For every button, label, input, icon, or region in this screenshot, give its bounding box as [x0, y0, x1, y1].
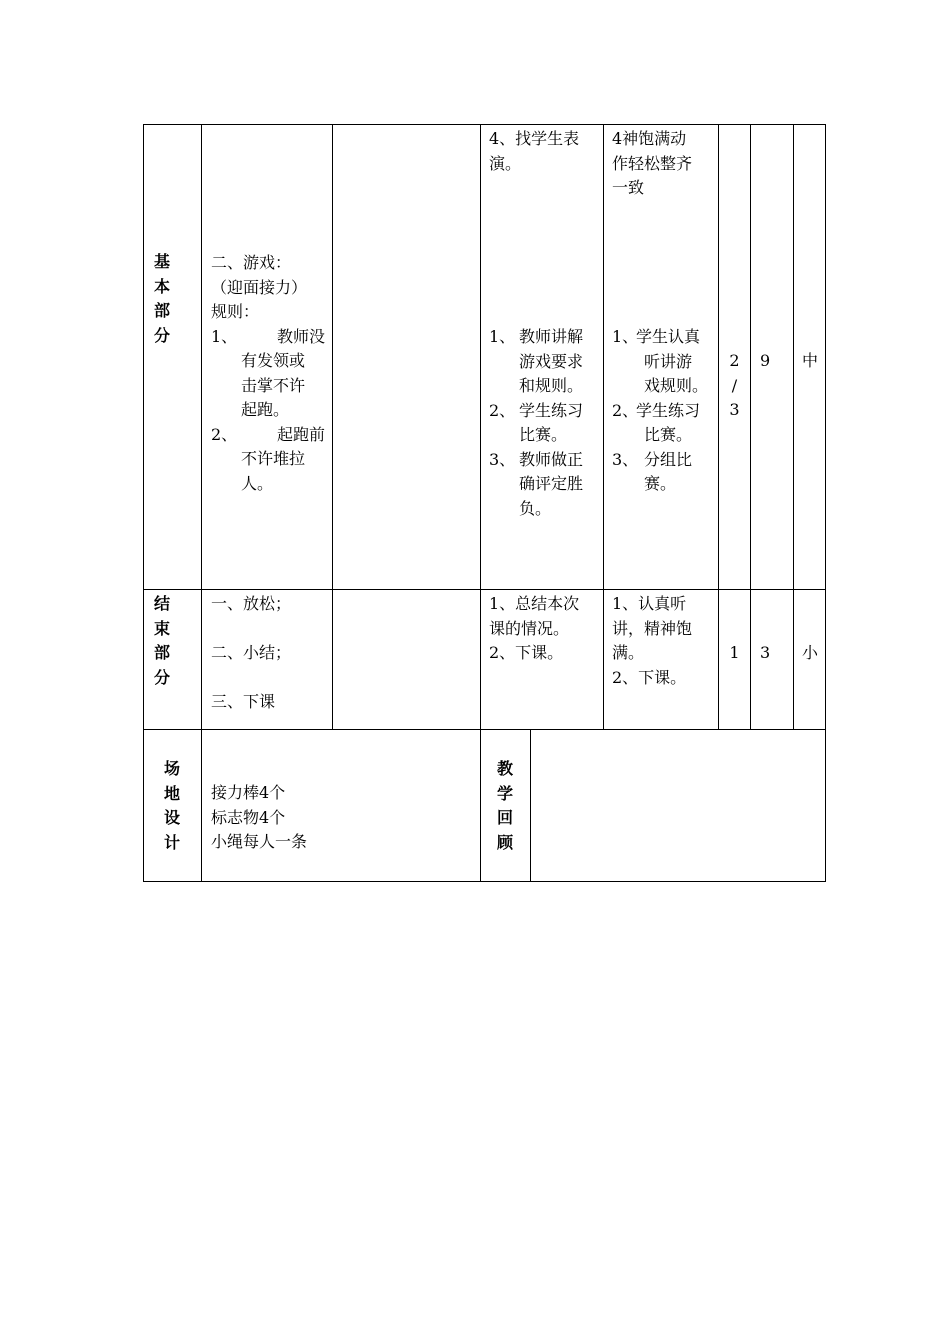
end-content: [211, 592, 329, 715]
list-item: [612, 448, 716, 497]
end-content-item: 三、下课: [211, 692, 276, 711]
item-number: 2、: [612, 400, 639, 420]
section-label-char: 基: [153, 252, 170, 271]
item-number: 2、: [489, 400, 516, 420]
col-divider-review: [530, 729, 531, 882]
section-label-site: [162, 757, 182, 855]
list-item: [489, 325, 601, 399]
col-divider-3: [480, 124, 481, 882]
col-divider-2: [332, 124, 333, 730]
rule-text: 有发领或: [241, 351, 306, 370]
equipment-list: [211, 781, 471, 855]
review-label-char: 学: [496, 783, 513, 803]
student-line: 满。: [612, 643, 645, 662]
student-line: 一致: [612, 178, 645, 197]
item-text: 和规则。: [519, 376, 584, 395]
teacher-line: 演。: [489, 153, 522, 173]
item-text: 比赛。: [519, 425, 568, 444]
teacher-activity-top: [489, 127, 601, 176]
rule-text: 起跑前: [276, 424, 325, 444]
section-label-basic: [152, 250, 172, 348]
review-label: [495, 757, 515, 855]
table-right-border: [825, 124, 826, 882]
section-label-char: 本: [153, 276, 170, 296]
row-divider-basic-end: [143, 589, 826, 590]
rule-number: 2、: [211, 424, 238, 444]
col-divider-6: [750, 124, 751, 730]
section-label-char: 部: [153, 301, 170, 320]
teacher-line: 课的情况。: [489, 618, 570, 638]
student-line: 作轻松整齐: [612, 153, 693, 173]
times-char: /: [731, 375, 738, 395]
item-text: 游戏要求: [519, 351, 584, 371]
student-activity-top: [612, 127, 716, 201]
col-divider-1: [201, 124, 202, 882]
rule-text: 教师没: [276, 326, 325, 346]
content-game: （迎面接力）: [211, 277, 308, 297]
section-label-char: 分: [153, 667, 170, 687]
review-label-char: 回: [496, 808, 513, 827]
item-text: 确评定胜: [519, 474, 584, 493]
table-left-border: [143, 124, 144, 882]
basic-content: [211, 251, 329, 496]
col-divider-7: [793, 124, 794, 730]
end-content-item: 一、放松；: [211, 594, 292, 613]
list-item: [489, 399, 601, 448]
item-number: 3、: [612, 449, 639, 469]
item-number: 3、: [489, 449, 516, 469]
item-text: 赛。: [644, 474, 677, 493]
student-line: 1、认真听: [612, 594, 687, 613]
section-label-char: 束: [153, 618, 170, 638]
section-label-char: 计: [163, 832, 180, 852]
rule-number: 1、: [211, 326, 238, 346]
rule-text: 人。: [241, 473, 274, 493]
item-number: 1、: [489, 327, 516, 346]
student-line: 4神饱满动: [612, 129, 687, 148]
item-text: 比赛。: [644, 425, 693, 444]
content-rules: 规则：: [211, 302, 260, 321]
item-text: 负。: [519, 498, 552, 518]
section-label-char: 地: [163, 783, 180, 803]
rule-text: 击掌不许: [241, 375, 306, 395]
section-label-char: 分: [153, 325, 170, 345]
rule-item-1: [211, 325, 329, 350]
item-text: 学生练习: [519, 400, 584, 420]
equipment-item: 接力棒4个: [211, 783, 286, 802]
basic-intensity: 中: [802, 351, 819, 370]
times-char: 2: [729, 351, 740, 370]
teacher-line: 1、总结本次: [489, 594, 580, 613]
end-times: 1: [729, 643, 740, 662]
end-content-item: 二、小结；: [211, 643, 292, 662]
rule-text: 不许堆拉: [241, 449, 306, 468]
review-label-char: 教: [496, 759, 513, 778]
col-divider-4: [603, 124, 604, 730]
item-text: 听讲游: [644, 351, 693, 371]
item-text: 分组比: [644, 449, 693, 469]
teacher-activity-list: [489, 325, 601, 521]
row-divider-end-site: [143, 729, 826, 730]
basic-minutes: 9: [760, 351, 771, 370]
equipment-item: 标志物4个: [211, 807, 286, 827]
item-text: 学生练习: [636, 400, 701, 420]
section-label-char: 结: [153, 594, 170, 613]
end-intensity: 小: [802, 643, 819, 662]
end-teacher-activity: [489, 592, 601, 666]
item-text: 戏规则。: [644, 376, 709, 395]
item-text: 教师做正: [519, 449, 584, 469]
end-student-activity: [612, 592, 716, 690]
rule-text: 起跑。: [241, 400, 290, 419]
item-number: 1、: [612, 327, 639, 346]
col-divider-5: [718, 124, 719, 730]
list-item: [612, 325, 716, 399]
section-label-char: 部: [153, 643, 170, 662]
content-title: 二、游戏：: [211, 253, 292, 272]
end-minutes: 3: [760, 643, 771, 662]
student-line: 2、下课。: [612, 667, 687, 687]
times-char: 3: [729, 400, 740, 419]
table-top-border: [143, 124, 826, 125]
section-label-char: 设: [163, 808, 180, 827]
review-label-char: 顾: [496, 832, 513, 852]
item-text: 教师讲解: [519, 327, 584, 346]
section-label-char: 场: [163, 759, 180, 778]
equipment-item: 小绳每人一条: [211, 832, 308, 851]
list-item: [612, 399, 716, 448]
table-bottom-border: [143, 881, 826, 882]
basic-times: [719, 349, 750, 423]
student-activity-list: [612, 325, 716, 497]
item-text: 学生认真: [636, 327, 701, 346]
section-label-end: [152, 592, 172, 690]
student-line: 讲，精神饱: [612, 618, 693, 638]
teacher-line: 2、下课。: [489, 643, 564, 662]
rule-item-2: [211, 423, 329, 448]
teacher-line: 4、找学生表: [489, 129, 580, 148]
list-item: [489, 448, 601, 522]
